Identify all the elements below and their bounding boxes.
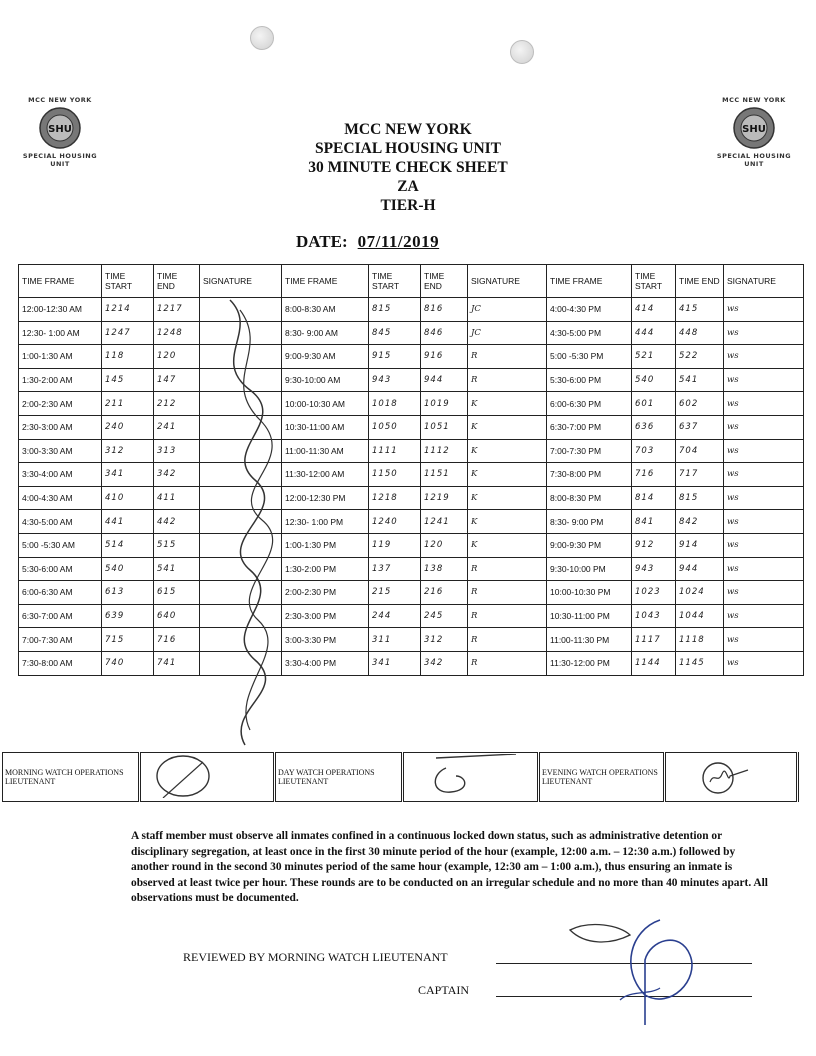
policy-text: A staff member must observe all inmates confined in a continuous locked down status, such as administrative detention or disciplinary segregation, at least once in the first 30 minute period of the hour (example, 12:00 a.m. – 12:30 a.m.) followed by another round in the second 30 minutes period of the same hour (example, 12:30 am – 1:00 a.m.), thus ensuring an inmate is observed at least twice per hour. These rounds are to be conducted on an irregular schedule and no more than 40 minutes apart. All observations must be documented. [131, 830, 768, 904]
time-end-cell[interactable]: 602 [676, 392, 724, 416]
time-frame-cell: 9:00-9:30 PM [547, 533, 632, 557]
time-start-cell[interactable]: 211 [102, 392, 154, 416]
time-frame-cell: 5:30-6:00 PM [547, 368, 632, 392]
time-start-cell[interactable]: 1150 [369, 463, 421, 487]
time-end-cell[interactable]: 1217 [154, 298, 200, 322]
time-start-cell[interactable]: 410 [102, 486, 154, 510]
time-end-cell[interactable]: 1051 [421, 415, 468, 439]
time-end-cell[interactable]: 515 [154, 533, 200, 557]
time-start-cell[interactable]: 1050 [369, 415, 421, 439]
evening-watch-label: EVENING WATCH OPERATIONS LIEUTENANT [539, 753, 665, 802]
signature-mark [668, 754, 788, 798]
time-frame-cell: 9:30-10:00 PM [547, 557, 632, 581]
time-frame-cell: 10:30-11:00 PM [547, 604, 632, 628]
time-start-cell[interactable]: 1240 [369, 510, 421, 534]
time-frame-cell: 10:00-10:30 PM [547, 581, 632, 605]
signature-cell[interactable]: R [468, 651, 547, 675]
time-end-cell[interactable]: 717 [676, 463, 724, 487]
signature-cell[interactable]: ws [724, 628, 804, 652]
table-row [19, 321, 804, 345]
signature-cell[interactable]: K [468, 510, 547, 534]
time-frame-cell: 4:00-4:30 AM [19, 486, 102, 510]
time-end-cell[interactable]: 120 [154, 345, 200, 369]
time-start-cell[interactable]: 845 [369, 321, 421, 345]
time-start-cell[interactable]: 145 [102, 368, 154, 392]
hole-punch-right [510, 40, 534, 64]
time-frame-cell: 10:00-10:30 AM [282, 392, 369, 416]
time-start-cell[interactable]: 119 [369, 533, 421, 557]
time-start-cell[interactable]: 815 [369, 298, 421, 322]
time-end-cell[interactable]: 216 [421, 581, 468, 605]
signature-cell[interactable]: R [468, 345, 547, 369]
time-end-cell[interactable]: 138 [421, 557, 468, 581]
table-row [19, 345, 804, 369]
time-end-cell[interactable]: 1151 [421, 463, 468, 487]
time-frame-cell: 5:30-6:00 AM [19, 557, 102, 581]
captain-label: CAPTAIN [418, 983, 470, 997]
header-line-3: 30 MINUTE CHECK SHEET [308, 159, 508, 176]
signature-cell[interactable]: ws [724, 368, 804, 392]
time-frame-cell: 12:30- 1:00 PM [282, 510, 369, 534]
time-end-cell[interactable]: 816 [421, 298, 468, 322]
signature-cell[interactable]: ws [724, 321, 804, 345]
col-time-frame: TIME FRAME [282, 265, 369, 298]
table-row [19, 510, 804, 534]
time-start-cell[interactable]: 715 [102, 628, 154, 652]
col-time-frame: TIME FRAME [547, 265, 632, 298]
time-frame-cell: 12:00-12:30 PM [282, 486, 369, 510]
time-end-cell[interactable]: 120 [421, 533, 468, 557]
svg-text:SHU: SHU [742, 124, 766, 135]
table-row [19, 463, 804, 487]
col-time-start: TIME START [369, 265, 421, 298]
time-end-cell[interactable]: 944 [421, 368, 468, 392]
time-start-cell[interactable]: 943 [369, 368, 421, 392]
signature-mark [143, 754, 263, 798]
signature-cell[interactable]: ws [724, 651, 804, 675]
date-line [296, 232, 566, 252]
time-end-cell[interactable]: 1024 [676, 581, 724, 605]
sheet-header [258, 120, 558, 215]
time-start-cell[interactable]: 740 [102, 651, 154, 675]
time-end-cell[interactable]: 615 [154, 581, 200, 605]
table-row [19, 628, 804, 652]
col-time-end: TIME END [676, 265, 724, 298]
time-start-cell[interactable]: 613 [102, 581, 154, 605]
signature-cell[interactable]: K [468, 533, 547, 557]
table-row [19, 651, 804, 675]
day-watch-label: DAY WATCH OPERATIONS LIEUTENANT [275, 753, 403, 802]
signature-cell[interactable]: ws [724, 557, 804, 581]
time-end-cell[interactable]: 846 [421, 321, 468, 345]
time-start-cell[interactable]: 716 [632, 463, 676, 487]
time-frame-cell: 6:30-7:00 PM [547, 415, 632, 439]
time-end-cell[interactable]: 914 [676, 533, 724, 557]
time-start-cell[interactable]: 1218 [369, 486, 421, 510]
time-start-cell[interactable]: 540 [102, 557, 154, 581]
time-start-cell[interactable]: 514 [102, 533, 154, 557]
col-time-start: TIME START [632, 265, 676, 298]
time-start-cell[interactable]: 1111 [369, 439, 421, 463]
signature-cell[interactable]: ws [724, 345, 804, 369]
captain-signature [550, 900, 720, 1030]
time-frame-cell: 4:30-5:00 PM [547, 321, 632, 345]
time-end-cell[interactable]: 1112 [421, 439, 468, 463]
time-frame-cell: 12:30- 1:00 AM [19, 321, 102, 345]
time-frame-cell: 9:30-10:00 AM [282, 368, 369, 392]
time-start-cell[interactable]: 1043 [632, 604, 676, 628]
time-start-cell[interactable]: 441 [102, 510, 154, 534]
time-frame-cell: 6:00-6:30 PM [547, 392, 632, 416]
signature-cell[interactable]: ws [724, 604, 804, 628]
signature-cell[interactable]: ws [724, 581, 804, 605]
time-start-cell[interactable]: 341 [369, 651, 421, 675]
time-frame-cell: 1:00-1:30 PM [282, 533, 369, 557]
morning-signature-scribble [200, 290, 290, 750]
time-frame-cell: 11:00-11:30 PM [547, 628, 632, 652]
time-frame-cell: 5:00 -5:30 AM [19, 533, 102, 557]
time-start-cell[interactable]: 540 [632, 368, 676, 392]
signature-cell[interactable]: R [468, 628, 547, 652]
time-start-cell[interactable]: 1247 [102, 321, 154, 345]
header-line-2: SPECIAL HOUSING UNIT [314, 140, 502, 157]
table-row [19, 581, 804, 605]
time-frame-cell: 8:00-8:30 PM [547, 486, 632, 510]
time-end-cell[interactable]: 312 [421, 628, 468, 652]
table-row [19, 486, 804, 510]
time-start-cell[interactable]: 1023 [632, 581, 676, 605]
time-end-cell[interactable]: 815 [676, 486, 724, 510]
time-start-cell[interactable]: 915 [369, 345, 421, 369]
time-frame-cell: 9:00-9:30 AM [282, 345, 369, 369]
time-start-cell[interactable]: 341 [102, 463, 154, 487]
time-end-cell[interactable]: 916 [421, 345, 468, 369]
time-end-cell[interactable]: 411 [154, 486, 200, 510]
time-frame-cell: 12:00-12:30 AM [19, 298, 102, 322]
col-time-frame: TIME FRAME [19, 265, 102, 298]
col-signature: SIGNATURE [724, 265, 804, 298]
time-end-cell[interactable]: 147 [154, 368, 200, 392]
signature-cell[interactable]: K [468, 415, 547, 439]
time-start-cell[interactable]: 444 [632, 321, 676, 345]
time-frame-cell: 2:30-3:00 PM [282, 604, 369, 628]
time-start-cell[interactable]: 244 [369, 604, 421, 628]
time-start-cell[interactable]: 215 [369, 581, 421, 605]
signature-cell[interactable]: ws [724, 415, 804, 439]
signature-cell[interactable]: ws [724, 392, 804, 416]
time-start-cell[interactable]: 1117 [632, 628, 676, 652]
time-start-cell[interactable]: 636 [632, 415, 676, 439]
time-end-cell[interactable]: 704 [676, 439, 724, 463]
time-end-cell[interactable]: 448 [676, 321, 724, 345]
time-end-cell[interactable]: 415 [676, 298, 724, 322]
svg-text:SHU: SHU [48, 124, 72, 135]
time-end-cell[interactable]: 342 [421, 651, 468, 675]
signature-cell[interactable]: R [468, 368, 547, 392]
time-frame-cell: 4:30-5:00 AM [19, 510, 102, 534]
time-start-cell[interactable]: 814 [632, 486, 676, 510]
time-end-cell[interactable]: 842 [676, 510, 724, 534]
col-time-end: TIME END [154, 265, 200, 298]
time-end-cell[interactable]: 1044 [676, 604, 724, 628]
table-row [19, 557, 804, 581]
time-start-cell[interactable]: 414 [632, 298, 676, 322]
time-end-cell[interactable]: 944 [676, 557, 724, 581]
evening-watch-signature[interactable] [665, 753, 798, 802]
signature-mark [406, 754, 526, 798]
time-start-cell[interactable]: 521 [632, 345, 676, 369]
signature-cell[interactable]: R [468, 557, 547, 581]
time-end-cell[interactable]: 1241 [421, 510, 468, 534]
time-frame-cell: 7:30-8:00 PM [547, 463, 632, 487]
time-start-cell[interactable]: 1144 [632, 651, 676, 675]
table-row [19, 415, 804, 439]
time-start-cell[interactable]: 703 [632, 439, 676, 463]
header-line-5: TIER-H [380, 197, 436, 214]
time-frame-cell: 6:30-7:00 AM [19, 604, 102, 628]
time-frame-cell: 8:30- 9:00 AM [282, 321, 369, 345]
table-row [19, 298, 804, 322]
signature-cell[interactable]: K [468, 392, 547, 416]
time-end-cell[interactable]: 241 [154, 415, 200, 439]
logo-right: MCC NEW YORK SHU SPECIAL HOUSING UNIT [716, 96, 792, 168]
time-end-cell[interactable]: 522 [676, 345, 724, 369]
logo-left: MCC NEW YORK SHU SPECIAL HOUSING UNIT [22, 96, 98, 168]
check-table [18, 264, 804, 676]
table-row [19, 533, 804, 557]
time-start-cell[interactable]: 137 [369, 557, 421, 581]
date-value: 07/11/2019 [357, 232, 440, 251]
table-row [19, 439, 804, 463]
time-frame-cell: 1:00-1:30 AM [19, 345, 102, 369]
time-frame-cell: 11:30-12:00 AM [282, 463, 369, 487]
col-time-end: TIME END [421, 265, 468, 298]
time-start-cell[interactable]: 639 [102, 604, 154, 628]
table-header-row [19, 265, 804, 298]
day-watch-signature[interactable] [403, 753, 539, 802]
time-frame-cell: 10:30-11:00 AM [282, 415, 369, 439]
time-frame-cell: 1:30-2:00 PM [282, 557, 369, 581]
time-end-cell[interactable]: 1118 [676, 628, 724, 652]
signature-cell[interactable]: ws [724, 298, 804, 322]
time-frame-cell: 11:00-11:30 AM [282, 439, 369, 463]
time-frame-cell: 4:00-4:30 PM [547, 298, 632, 322]
reviewed-label: REVIEWED BY MORNING WATCH LIEUTENANT [183, 950, 448, 964]
time-end-cell[interactable]: 1248 [154, 321, 200, 345]
watch-lieutenant-table [2, 752, 799, 802]
header-line-1: MCC NEW YORK [344, 121, 472, 138]
time-frame-cell: 3:30-4:00 PM [282, 651, 369, 675]
time-frame-cell: 8:30- 9:00 PM [547, 510, 632, 534]
time-end-cell[interactable]: 637 [676, 415, 724, 439]
time-end-cell[interactable]: 1019 [421, 392, 468, 416]
signature-cell[interactable]: R [468, 604, 547, 628]
time-start-cell[interactable]: 240 [102, 415, 154, 439]
time-start-cell[interactable]: 118 [102, 345, 154, 369]
time-end-cell[interactable]: 741 [154, 651, 200, 675]
time-frame-cell: 5:00 -5:30 PM [547, 345, 632, 369]
time-end-cell[interactable]: 442 [154, 510, 200, 534]
morning-watch-signature[interactable] [140, 753, 275, 802]
time-end-cell[interactable]: 245 [421, 604, 468, 628]
signature-cell[interactable]: R [468, 581, 547, 605]
time-end-cell[interactable]: 541 [154, 557, 200, 581]
time-start-cell[interactable]: 311 [369, 628, 421, 652]
morning-watch-label: MORNING WATCH OPERATIONS LIEUTENANT [3, 753, 140, 802]
time-frame-cell: 7:00-7:30 PM [547, 439, 632, 463]
time-frame-cell: 3:00-3:30 AM [19, 439, 102, 463]
time-end-cell[interactable]: 640 [154, 604, 200, 628]
col-time-start: TIME START [102, 265, 154, 298]
signature-cell[interactable]: ws [724, 486, 804, 510]
signature-cell[interactable]: JC [468, 298, 547, 322]
time-end-cell[interactable]: 212 [154, 392, 200, 416]
time-frame-cell: 1:30-2:00 AM [19, 368, 102, 392]
time-frame-cell: 7:30-8:00 AM [19, 651, 102, 675]
signature-cell[interactable]: K [468, 439, 547, 463]
time-frame-cell: 6:00-6:30 AM [19, 581, 102, 605]
time-frame-cell: 2:30-3:00 AM [19, 415, 102, 439]
time-end-cell[interactable]: 342 [154, 463, 200, 487]
shu-seal-icon [38, 106, 82, 150]
signature-cell[interactable]: ws [724, 510, 804, 534]
time-start-cell[interactable]: 841 [632, 510, 676, 534]
time-end-cell[interactable]: 1219 [421, 486, 468, 510]
time-frame-cell: 3:00-3:30 PM [282, 628, 369, 652]
time-end-cell[interactable]: 716 [154, 628, 200, 652]
time-start-cell[interactable]: 912 [632, 533, 676, 557]
col-signature: SIGNATURE [200, 265, 282, 298]
signature-cell[interactable]: JC [468, 321, 547, 345]
time-end-cell[interactable]: 1145 [676, 651, 724, 675]
signature-cell[interactable]: ws [724, 533, 804, 557]
col-signature: SIGNATURE [468, 265, 547, 298]
time-frame-cell: 7:00-7:30 AM [19, 628, 102, 652]
time-start-cell[interactable]: 943 [632, 557, 676, 581]
header-line-4: ZA [397, 178, 419, 195]
signature-cell[interactable]: ws [724, 439, 804, 463]
time-frame-cell: 3:30-4:00 AM [19, 463, 102, 487]
table-row [19, 392, 804, 416]
time-start-cell[interactable]: 601 [632, 392, 676, 416]
signature-cell[interactable]: ws [724, 463, 804, 487]
signature-cell[interactable]: K [468, 486, 547, 510]
table-row [19, 604, 804, 628]
date-label: DATE: [296, 232, 348, 251]
time-start-cell[interactable]: 312 [102, 439, 154, 463]
time-frame-cell: 11:30-12:00 PM [547, 651, 632, 675]
time-end-cell[interactable]: 313 [154, 439, 200, 463]
time-start-cell[interactable]: 1018 [369, 392, 421, 416]
shu-seal-icon [732, 106, 776, 150]
time-start-cell[interactable]: 1214 [102, 298, 154, 322]
table-row [19, 368, 804, 392]
hole-punch-left [250, 26, 274, 50]
signature-cell[interactable]: K [468, 463, 547, 487]
time-frame-cell: 8:00-8:30 AM [282, 298, 369, 322]
time-frame-cell: 2:00-2:30 AM [19, 392, 102, 416]
time-end-cell[interactable]: 541 [676, 368, 724, 392]
time-frame-cell: 2:00-2:30 PM [282, 581, 369, 605]
